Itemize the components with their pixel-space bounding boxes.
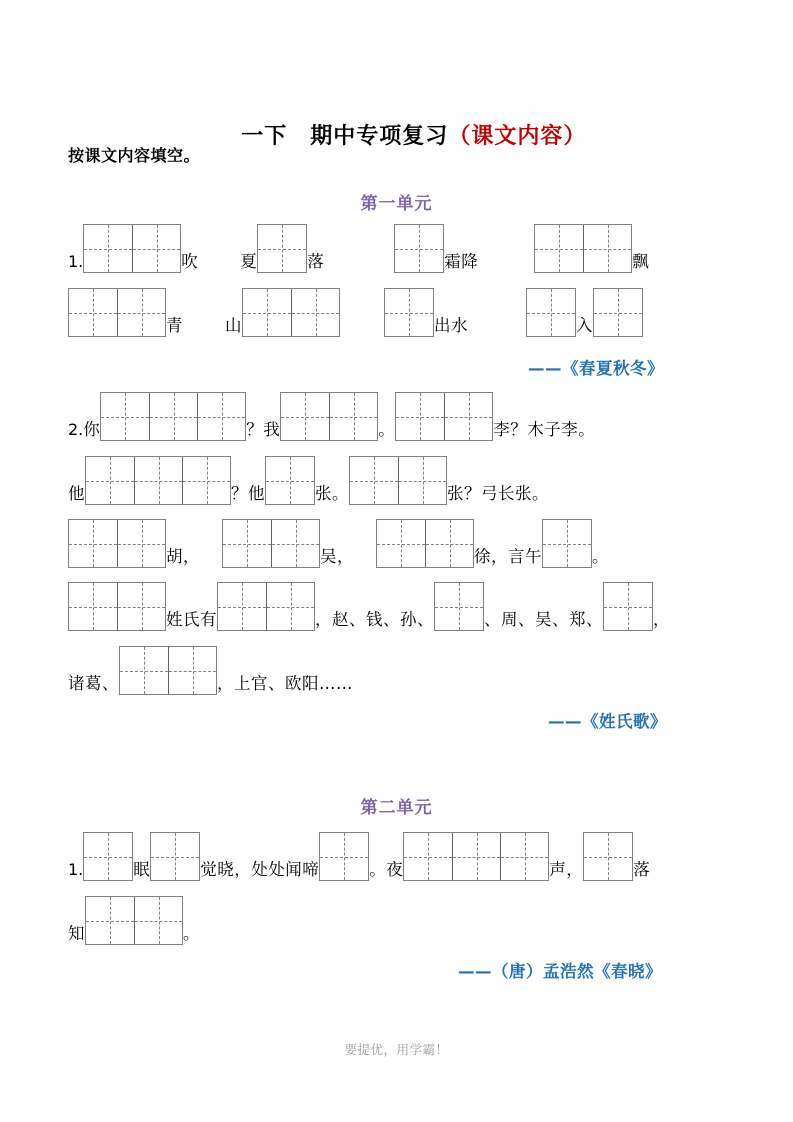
- tianzige-answer-box[interactable]: [593, 288, 643, 337]
- tianzige-cell[interactable]: [444, 393, 492, 440]
- prompt-text: 霜降: [444, 252, 479, 271]
- exercise-number: 1.: [68, 860, 84, 879]
- tianzige-answer-box[interactable]: [257, 224, 307, 273]
- tianzige-cell[interactable]: [377, 520, 425, 567]
- prompt-text: 知: [68, 924, 85, 943]
- source-attribution: ——《姓氏歌》: [548, 712, 667, 731]
- tianzige-answer-box[interactable]: [217, 582, 315, 631]
- tianzige-answer-box[interactable]: [83, 224, 181, 273]
- tianzige-cell[interactable]: [266, 457, 314, 504]
- tianzige-cell[interactable]: [197, 393, 245, 440]
- prompt-text: 声，: [549, 860, 584, 879]
- tianzige-answer-box[interactable]: [68, 288, 166, 337]
- tianzige-answer-box[interactable]: [583, 832, 633, 881]
- tianzige-cell[interactable]: [395, 225, 443, 272]
- tianzige-cell[interactable]: [258, 225, 306, 272]
- tianzige-cell[interactable]: [435, 583, 483, 630]
- source-attribution: ——《春夏秋冬》: [528, 359, 664, 378]
- tianzige-answer-box[interactable]: [83, 832, 133, 881]
- prompt-text: 入: [576, 316, 593, 335]
- tianzige-answer-box[interactable]: [100, 392, 246, 441]
- prompt-text: ，赵、钱、孙、: [315, 610, 434, 629]
- prompt-text: 出水: [434, 316, 468, 335]
- tianzige-cell[interactable]: [329, 393, 377, 440]
- tianzige-cell[interactable]: [86, 457, 134, 504]
- tianzige-answer-box[interactable]: [119, 646, 217, 695]
- tianzige-cell[interactable]: [223, 520, 271, 567]
- tianzige-answer-box[interactable]: [395, 392, 493, 441]
- tianzige-cell[interactable]: [69, 583, 117, 630]
- exercise-row: [68, 224, 748, 280]
- prompt-text: 觉晓，处处闻啼: [200, 860, 320, 879]
- tianzige-cell[interactable]: [594, 289, 642, 336]
- tianzige-answer-box[interactable]: [394, 224, 444, 273]
- unit-heading: 第二单元: [360, 798, 433, 818]
- tianzige-cell[interactable]: [604, 583, 652, 630]
- tianzige-answer-box[interactable]: [376, 519, 474, 568]
- prompt-text: 青: [166, 316, 183, 335]
- tianzige-cell[interactable]: [291, 289, 339, 336]
- tianzige-answer-box[interactable]: [265, 456, 315, 505]
- page-title-highlight: （课文内容）: [448, 124, 587, 149]
- page-title-main: 一下 期中专项复习: [241, 124, 449, 149]
- exercise-number: 2.: [68, 420, 84, 439]
- prompt-text: 姓氏有: [166, 610, 217, 629]
- prompt-text: 吹: [181, 252, 199, 271]
- tianzige-answer-box[interactable]: [534, 224, 632, 273]
- tianzige-answer-box[interactable]: [222, 519, 320, 568]
- tianzige-cell[interactable]: [134, 897, 182, 944]
- tianzige-cell[interactable]: [452, 833, 500, 880]
- exercise-row: [68, 832, 748, 888]
- tianzige-cell[interactable]: [385, 289, 433, 336]
- exercise-row: [68, 582, 748, 638]
- tianzige-cell[interactable]: [182, 457, 230, 504]
- tianzige-cell[interactable]: [271, 520, 319, 567]
- prompt-text: ，上官、欧阳……: [217, 674, 353, 693]
- prompt-text: ？我: [246, 420, 281, 439]
- tianzige-answer-box[interactable]: [349, 456, 447, 505]
- tianzige-answer-box[interactable]: [603, 582, 653, 631]
- tianzige-cell[interactable]: [101, 393, 149, 440]
- tianzige-cell[interactable]: [350, 457, 398, 504]
- prompt-text: ？他: [231, 484, 265, 503]
- tianzige-cell[interactable]: [120, 647, 168, 694]
- instruction-text: 按课文内容填空。: [68, 146, 201, 165]
- exercise-row: [68, 519, 748, 575]
- exercise-number: 1.: [68, 252, 84, 271]
- exercise-row: [68, 288, 748, 344]
- prompt-text: 山: [225, 316, 242, 335]
- tianzige-cell[interactable]: [398, 457, 446, 504]
- prompt-text: 。: [592, 547, 609, 566]
- tianzige-cell[interactable]: [425, 520, 473, 567]
- tianzige-answer-box[interactable]: [68, 582, 166, 631]
- tianzige-answer-box[interactable]: [542, 519, 592, 568]
- tianzige-answer-box[interactable]: [526, 288, 576, 337]
- exercise-row: [68, 456, 748, 512]
- prompt-text: 他: [68, 484, 85, 503]
- tianzige-cell[interactable]: [149, 393, 197, 440]
- tianzige-cell[interactable]: [583, 225, 631, 272]
- tianzige-cell[interactable]: [535, 225, 583, 272]
- tianzige-cell[interactable]: [84, 225, 132, 272]
- source-attribution: ——（唐）孟浩然《春晓》: [458, 962, 662, 981]
- tianzige-cell[interactable]: [117, 289, 165, 336]
- page-footer: 要提优，用学霸！: [344, 1042, 449, 1057]
- exercise-row: [68, 896, 748, 952]
- tianzige-answer-box[interactable]: [85, 456, 231, 505]
- prompt-text: 落: [307, 252, 325, 271]
- prompt-text: 眠: [133, 860, 151, 879]
- exercise-row: [68, 392, 748, 448]
- tianzige-cell[interactable]: [266, 583, 314, 630]
- tianzige-cell[interactable]: [132, 225, 180, 272]
- prompt-text: 你: [83, 420, 101, 439]
- tianzige-cell[interactable]: [281, 393, 329, 440]
- prompt-text: 胡，: [166, 547, 200, 566]
- prompt-text: 。: [183, 924, 200, 943]
- tianzige-cell[interactable]: [117, 583, 165, 630]
- prompt-text: 落: [633, 860, 651, 879]
- tianzige-cell[interactable]: [69, 520, 117, 567]
- unit-heading: 第一单元: [360, 194, 433, 214]
- tianzige-cell[interactable]: [584, 833, 632, 880]
- tianzige-cell[interactable]: [396, 393, 444, 440]
- prompt-text: 飘: [632, 252, 650, 271]
- tianzige-cell[interactable]: [86, 897, 134, 944]
- prompt-text: 李？木子李。: [493, 420, 596, 439]
- tianzige-cell[interactable]: [404, 833, 452, 880]
- tianzige-answer-box[interactable]: [384, 288, 434, 337]
- prompt-text: 徐，言午: [474, 547, 542, 566]
- tianzige-answer-box[interactable]: [68, 519, 166, 568]
- tianzige-cell[interactable]: [117, 520, 165, 567]
- prompt-text: 。: [378, 420, 396, 439]
- tianzige-answer-box[interactable]: [85, 896, 183, 945]
- tianzige-answer-box[interactable]: [242, 288, 340, 337]
- tianzige-cell[interactable]: [69, 289, 117, 336]
- prompt-text: 张。: [315, 484, 349, 503]
- tianzige-cell[interactable]: [243, 289, 291, 336]
- prompt-text: 张？弓长张。: [447, 484, 549, 503]
- tianzige-answer-box[interactable]: [434, 582, 484, 631]
- prompt-text: 诸葛、: [68, 674, 119, 693]
- tianzige-cell[interactable]: [218, 583, 266, 630]
- tianzige-cell[interactable]: [543, 520, 591, 567]
- exercise-row: [68, 646, 748, 702]
- tianzige-cell[interactable]: [500, 833, 548, 880]
- prompt-text: 、周、吴、郑、: [484, 610, 603, 629]
- prompt-text: 夏: [240, 252, 258, 271]
- tianzige-answer-box[interactable]: [280, 392, 378, 441]
- prompt-text: 。夜: [369, 860, 404, 879]
- prompt-text: ，: [653, 610, 670, 629]
- tianzige-answer-box[interactable]: [403, 832, 549, 881]
- tianzige-answer-box[interactable]: [319, 832, 369, 881]
- tianzige-cell[interactable]: [527, 289, 575, 336]
- tianzige-cell[interactable]: [84, 833, 132, 880]
- tianzige-cell[interactable]: [151, 833, 199, 880]
- tianzige-cell[interactable]: [168, 647, 216, 694]
- tianzige-cell[interactable]: [320, 833, 368, 880]
- prompt-text: 吴，: [320, 547, 354, 566]
- tianzige-cell[interactable]: [134, 457, 182, 504]
- tianzige-answer-box[interactable]: [150, 832, 200, 881]
